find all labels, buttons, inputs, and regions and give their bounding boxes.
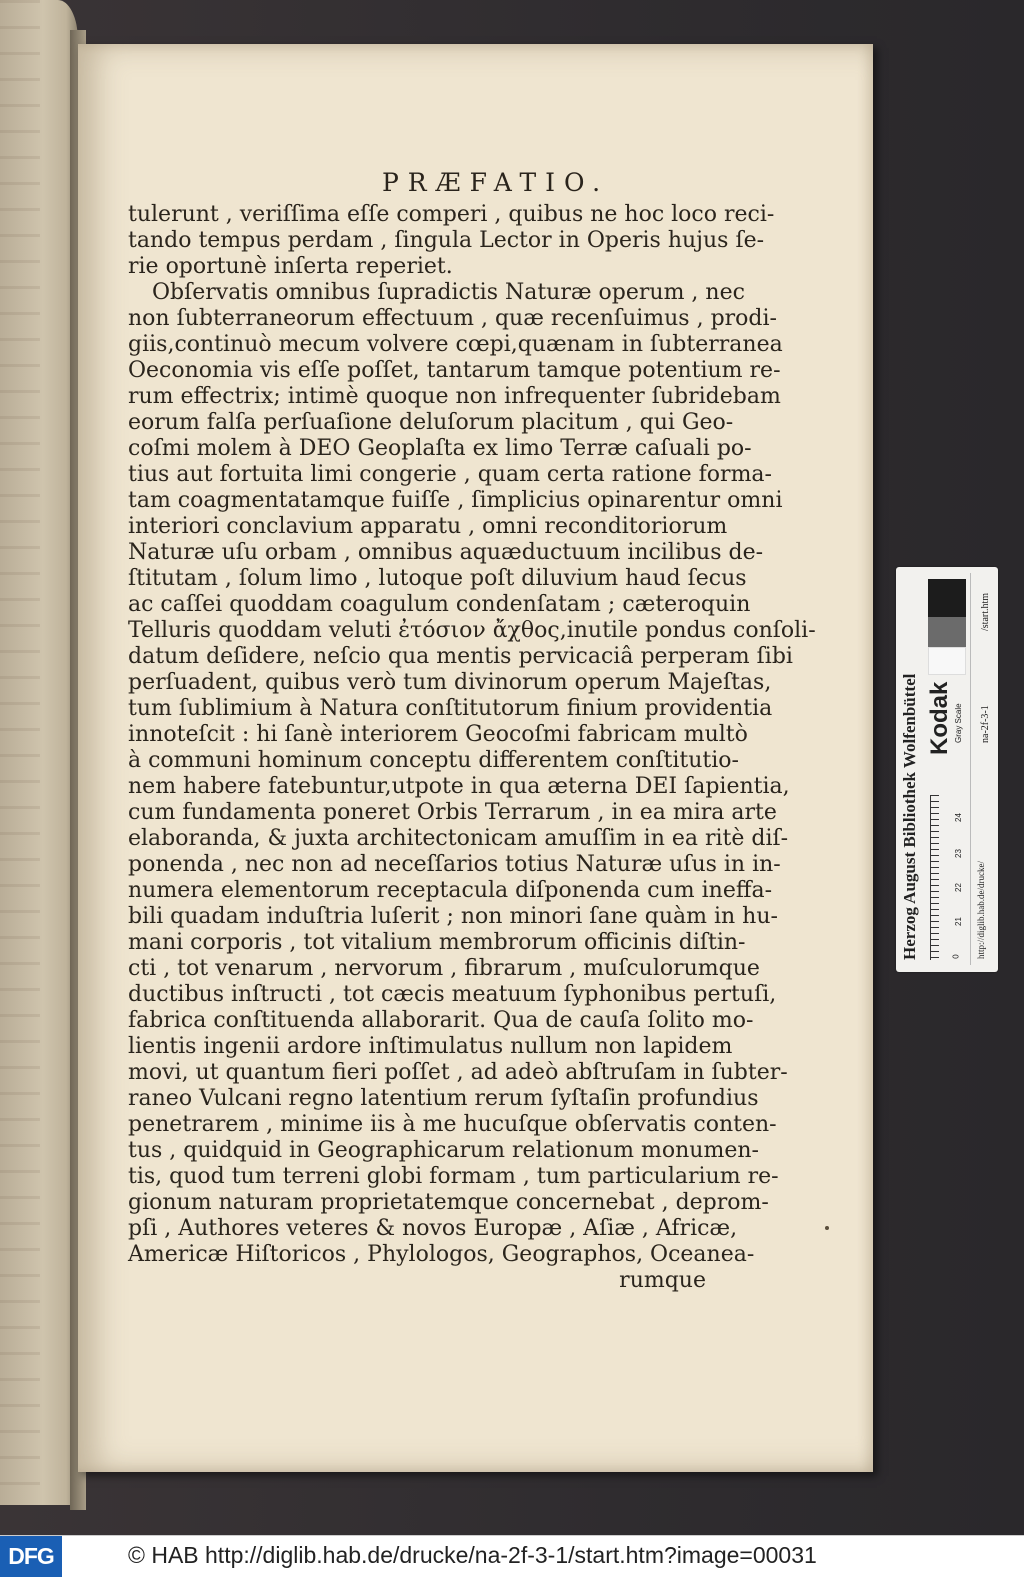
text-line: lientis ingenii ardore inſtimulatus nullum non lapidem [128,1034,733,1059]
text-line: elaboranda, & juxta architectonicam amuſſim in ea ritè diſ- [128,826,789,851]
footer-copyright: © HAB http://diglib.hab.de/drucke/na-2f-3-1/start.htm?image=00031 [128,1542,817,1568]
text-line: datum deſidere, neſcio qua mentis pervicaciâ perperam ſibi [128,644,793,669]
text-line: tius aut fortuita limi congerie , quam certa ratione forma- [128,462,772,487]
text-line: ſtitutam , ſolum limo , lutoque poſt diluvium haud ſecus [128,566,747,591]
text-line: Telluris quoddam veluti ἐτόσιον ἄχθος,inutile pondus conſoli- [128,618,816,643]
text-line: ductibus inſtructi , tot cæcis meatuum ſyphonibus pertuſi, [128,982,777,1007]
card-start: /start.htm [980,592,991,631]
ruler-number: 0 [951,954,961,959]
text-line: raneo Vulcani regno latentium rerum ſyſtaſin profundius [128,1086,759,1111]
ruler-number: 24 [953,813,963,822]
library-name: Herzog August Bibliothek Wolfenbüttel [900,673,919,960]
text-line: rumque [619,1268,706,1293]
text-line: interiori conclavium apparatu , omni reconditoriorum [128,514,728,539]
text-line: gionum naturam proprietatemque concernebat , deprom- [128,1190,769,1215]
text-line: giis,continuò mecum volvere cœpi,quænam in ſubterranea [128,332,783,357]
page-title: PRÆFATIO. [381,168,610,197]
ink-spot [825,1226,829,1230]
text-line: à communi hominum conceptu differentem conſtitutio- [128,748,739,773]
book-page [78,44,873,1472]
text-line: eorum falſa perſuaſione deluſorum placitum , qui Geo- [128,410,734,435]
card-url: http://diglib.hab.de/drucke/ [976,861,986,959]
text-line: coſmi molem à DEO Geoplaſta ex limo Terræ caſuali po- [128,436,752,461]
facing-page-edge [0,0,78,1505]
text-line: ac caſſei quoddam coagulum condenſatam ; cæteroquin [128,592,751,617]
text-line: Obſervatis omnibus ſupradictis Naturæ operum , nec [152,280,745,305]
gray-scale-label: Gray Scale [954,703,963,743]
text-line: Americæ Hiſtoricos , Phylologos, Geographos, Oceanea- [128,1242,755,1267]
text-line: penetrarem , minime iis à me hucuſque obſervatis conten- [128,1112,777,1137]
kodak-logo: Kodak [926,681,953,755]
text-line: ponenda , nec non ad neceſſarios totius Naturæ uſus in in- [128,852,781,877]
scale-ruler [930,795,949,960]
text-line: movi, ut quantum fieri poſſet , ad adeò abſtruſam in ſubter- [128,1060,788,1085]
text-line: fabrica conſtituenda allaborarit. Qua de cauſa ſolito mo- [128,1008,754,1033]
gray-swatch [928,617,966,647]
text-line: tus , quidquid in Geographicarum relationum monumen- [128,1138,759,1163]
text-line: Naturæ uſu orbam , omnibus aquæductuum incilibus de- [128,540,764,565]
color-scale-card [896,567,998,972]
text-line: cum fundamenta poneret Orbis Terrarum , in ea mira arte [128,800,777,825]
text-line: tulerunt , veriſſima eſſe comperi , quibus ne hoc loco reci- [128,202,775,227]
ruler-number: 22 [953,883,963,892]
text-line: mani corporis , tot vitalium membrorum officinis diſtin- [128,930,746,955]
text-line: nem habere fatebuntur,utpote in qua æterna DEI ſapientia, [128,774,790,799]
text-line: innoteſcit : hi ſanè interiorem Geocoſmi fabricam multò [128,722,748,747]
card-code: na-2f-3-1 [980,705,991,743]
dfg-logo: DFG [0,1536,62,1577]
text-line: tam coagmentatamque fuiſſe , ſimplicius opinarentur omni [128,488,783,513]
footer-bar [0,1535,1024,1577]
black-swatch [928,579,966,617]
text-line: cti , tot venarum , nervorum , fibrarum , muſculorumque [128,956,760,981]
text-line: bili quadam induſtria luſerit ; non minori ſane quàm in hu- [128,904,778,929]
text-line: tando tempus perdam , ſingula Lector in Operis hujus ſe- [128,228,765,253]
white-swatch [928,647,966,675]
text-line: rum effectrix; intimè quoque non infrequenter ſubridebam [128,384,781,409]
ruler-number: 21 [953,917,963,926]
card-divider [970,573,971,965]
text-line: numera elementorum receptacula diſponenda cum ineffa- [128,878,773,903]
text-line: rie oportunè inſerta reperiet. [128,254,453,279]
text-line: non ſubterraneorum effectuum , quæ recenſuimus , prodi- [128,306,777,331]
text-line: perſuadent, quibus verò tum divinorum operum Majeſtas, [128,670,772,695]
text-line: Oeconomia vis eſſe poſſet, tantarum tamque potentium re- [128,358,781,383]
text-line: pſi , Authores veteres & novos Europæ , Aſiæ , Africæ, [128,1216,738,1241]
text-line: tum ſublimium à Natura conſtitutorum finium providentia [128,696,773,721]
ruler-number: 23 [953,849,963,858]
body-text [128,202,816,1294]
text-line: tis, quod tum terreni globi formam , tum particularium re- [128,1164,779,1189]
